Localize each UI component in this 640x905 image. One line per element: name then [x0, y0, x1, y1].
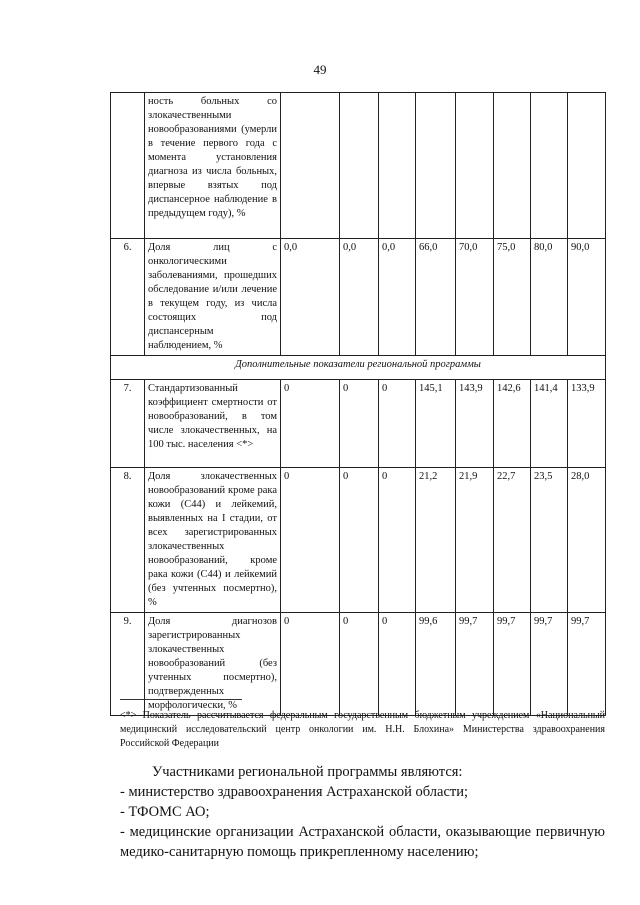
- page-number: 49: [313, 62, 327, 77]
- participant-item: - ТФОМС АО;: [120, 804, 210, 820]
- value-cell: 75,0: [494, 239, 531, 356]
- value-cell: [416, 93, 456, 239]
- section-heading: Дополнительные показатели региональной программы: [111, 356, 606, 380]
- table-row: [111, 613, 606, 716]
- value-cell: [379, 93, 416, 239]
- value-cell: [456, 93, 494, 239]
- footnote: <*> Показатель рассчитывается федеральным государственным бюджетным учреждением «Национальный медицинский исследовательский центр онкологии им. Н.Н. Блохина» Министерства здравоохранения Российской Федерации: [120, 710, 605, 749]
- value-cell: [281, 93, 340, 239]
- value-cell: 143,9: [456, 380, 494, 468]
- row-number: 7.: [111, 380, 145, 468]
- indicator-name: Стандартизованный коэффициент смертности от новообразований, в том числе злокачественных, на 100 тыс. населения <*>: [145, 380, 281, 468]
- value-cell: 133,9: [568, 380, 606, 468]
- row-number: 6.: [111, 239, 145, 356]
- value-cell: 0: [281, 380, 340, 468]
- value-cell: 0,0: [340, 239, 379, 356]
- value-cell: 0: [379, 613, 416, 716]
- participant-item: - медицинские организации Астраханской области, оказывающие первичную медико-санитарную помощь прикрепленному населению;: [120, 824, 605, 860]
- indicator-name: ность больных со злокачественными новообразованиями (умерли в течение первого года с момента установления диагноза из числа больных, впервые взятых под диспансерное наблюдение в предыдущем году), %: [145, 93, 281, 239]
- value-cell: 99,6: [416, 613, 456, 716]
- table-body: [111, 93, 606, 716]
- table-row: [111, 468, 606, 613]
- value-cell: 66,0: [416, 239, 456, 356]
- value-cell: 145,1: [416, 380, 456, 468]
- value-cell: 0: [379, 380, 416, 468]
- value-cell: 90,0: [568, 239, 606, 356]
- indicators-table: [110, 92, 606, 716]
- value-cell: 99,7: [456, 613, 494, 716]
- table-section-row: [111, 356, 606, 380]
- body-text: [120, 762, 605, 862]
- row-number: 8.: [111, 468, 145, 613]
- value-cell: 28,0: [568, 468, 606, 613]
- value-cell: 0: [340, 468, 379, 613]
- value-cell: 0: [281, 468, 340, 613]
- value-cell: 21,9: [456, 468, 494, 613]
- value-cell: 22,7: [494, 468, 531, 613]
- value-cell: 70,0: [456, 239, 494, 356]
- value-cell: 0: [281, 613, 340, 716]
- value-cell: 0,0: [281, 239, 340, 356]
- value-cell: 80,0: [531, 239, 568, 356]
- indicator-name: Доля диагнозов зарегистрированных злокачественных новообразований (без учтенных посмертно), подтвержденных морфологически, %: [145, 613, 281, 716]
- value-cell: [494, 93, 531, 239]
- value-cell: [568, 93, 606, 239]
- value-cell: 0: [379, 468, 416, 613]
- table-row: [111, 380, 606, 468]
- value-cell: 21,2: [416, 468, 456, 613]
- row-number: 9.: [111, 613, 145, 716]
- value-cell: 99,7: [494, 613, 531, 716]
- indicator-name: Доля злокачественных новообразований кроме рака кожи (С44) и лейкемий, выявленных на I стадии, от всех зарегистрированных злокачественных новообразований, кроме рака кожи (С44) и лейкемий (без учтенных посмертно), %: [145, 468, 281, 613]
- value-cell: 141,4: [531, 380, 568, 468]
- value-cell: [531, 93, 568, 239]
- indicator-name: Доля лиц с онкологическими заболеваниями, прошедших обследование и/или лечение в текущем году, из числа состоящих под диспансерным наблюдением, %: [145, 239, 281, 356]
- value-cell: 0,0: [379, 239, 416, 356]
- value-cell: 142,6: [494, 380, 531, 468]
- table-row: [111, 93, 606, 239]
- value-cell: 99,7: [531, 613, 568, 716]
- table-row: [111, 239, 606, 356]
- participant-item: - министерство здравоохранения Астраханской области;: [120, 784, 468, 800]
- value-cell: 99,7: [568, 613, 606, 716]
- footnote-separator: [120, 699, 242, 700]
- participants-intro: Участниками региональной программы являются:: [152, 764, 463, 780]
- row-number: [111, 93, 145, 239]
- value-cell: [340, 93, 379, 239]
- value-cell: 0: [340, 380, 379, 468]
- value-cell: 0: [340, 613, 379, 716]
- value-cell: 23,5: [531, 468, 568, 613]
